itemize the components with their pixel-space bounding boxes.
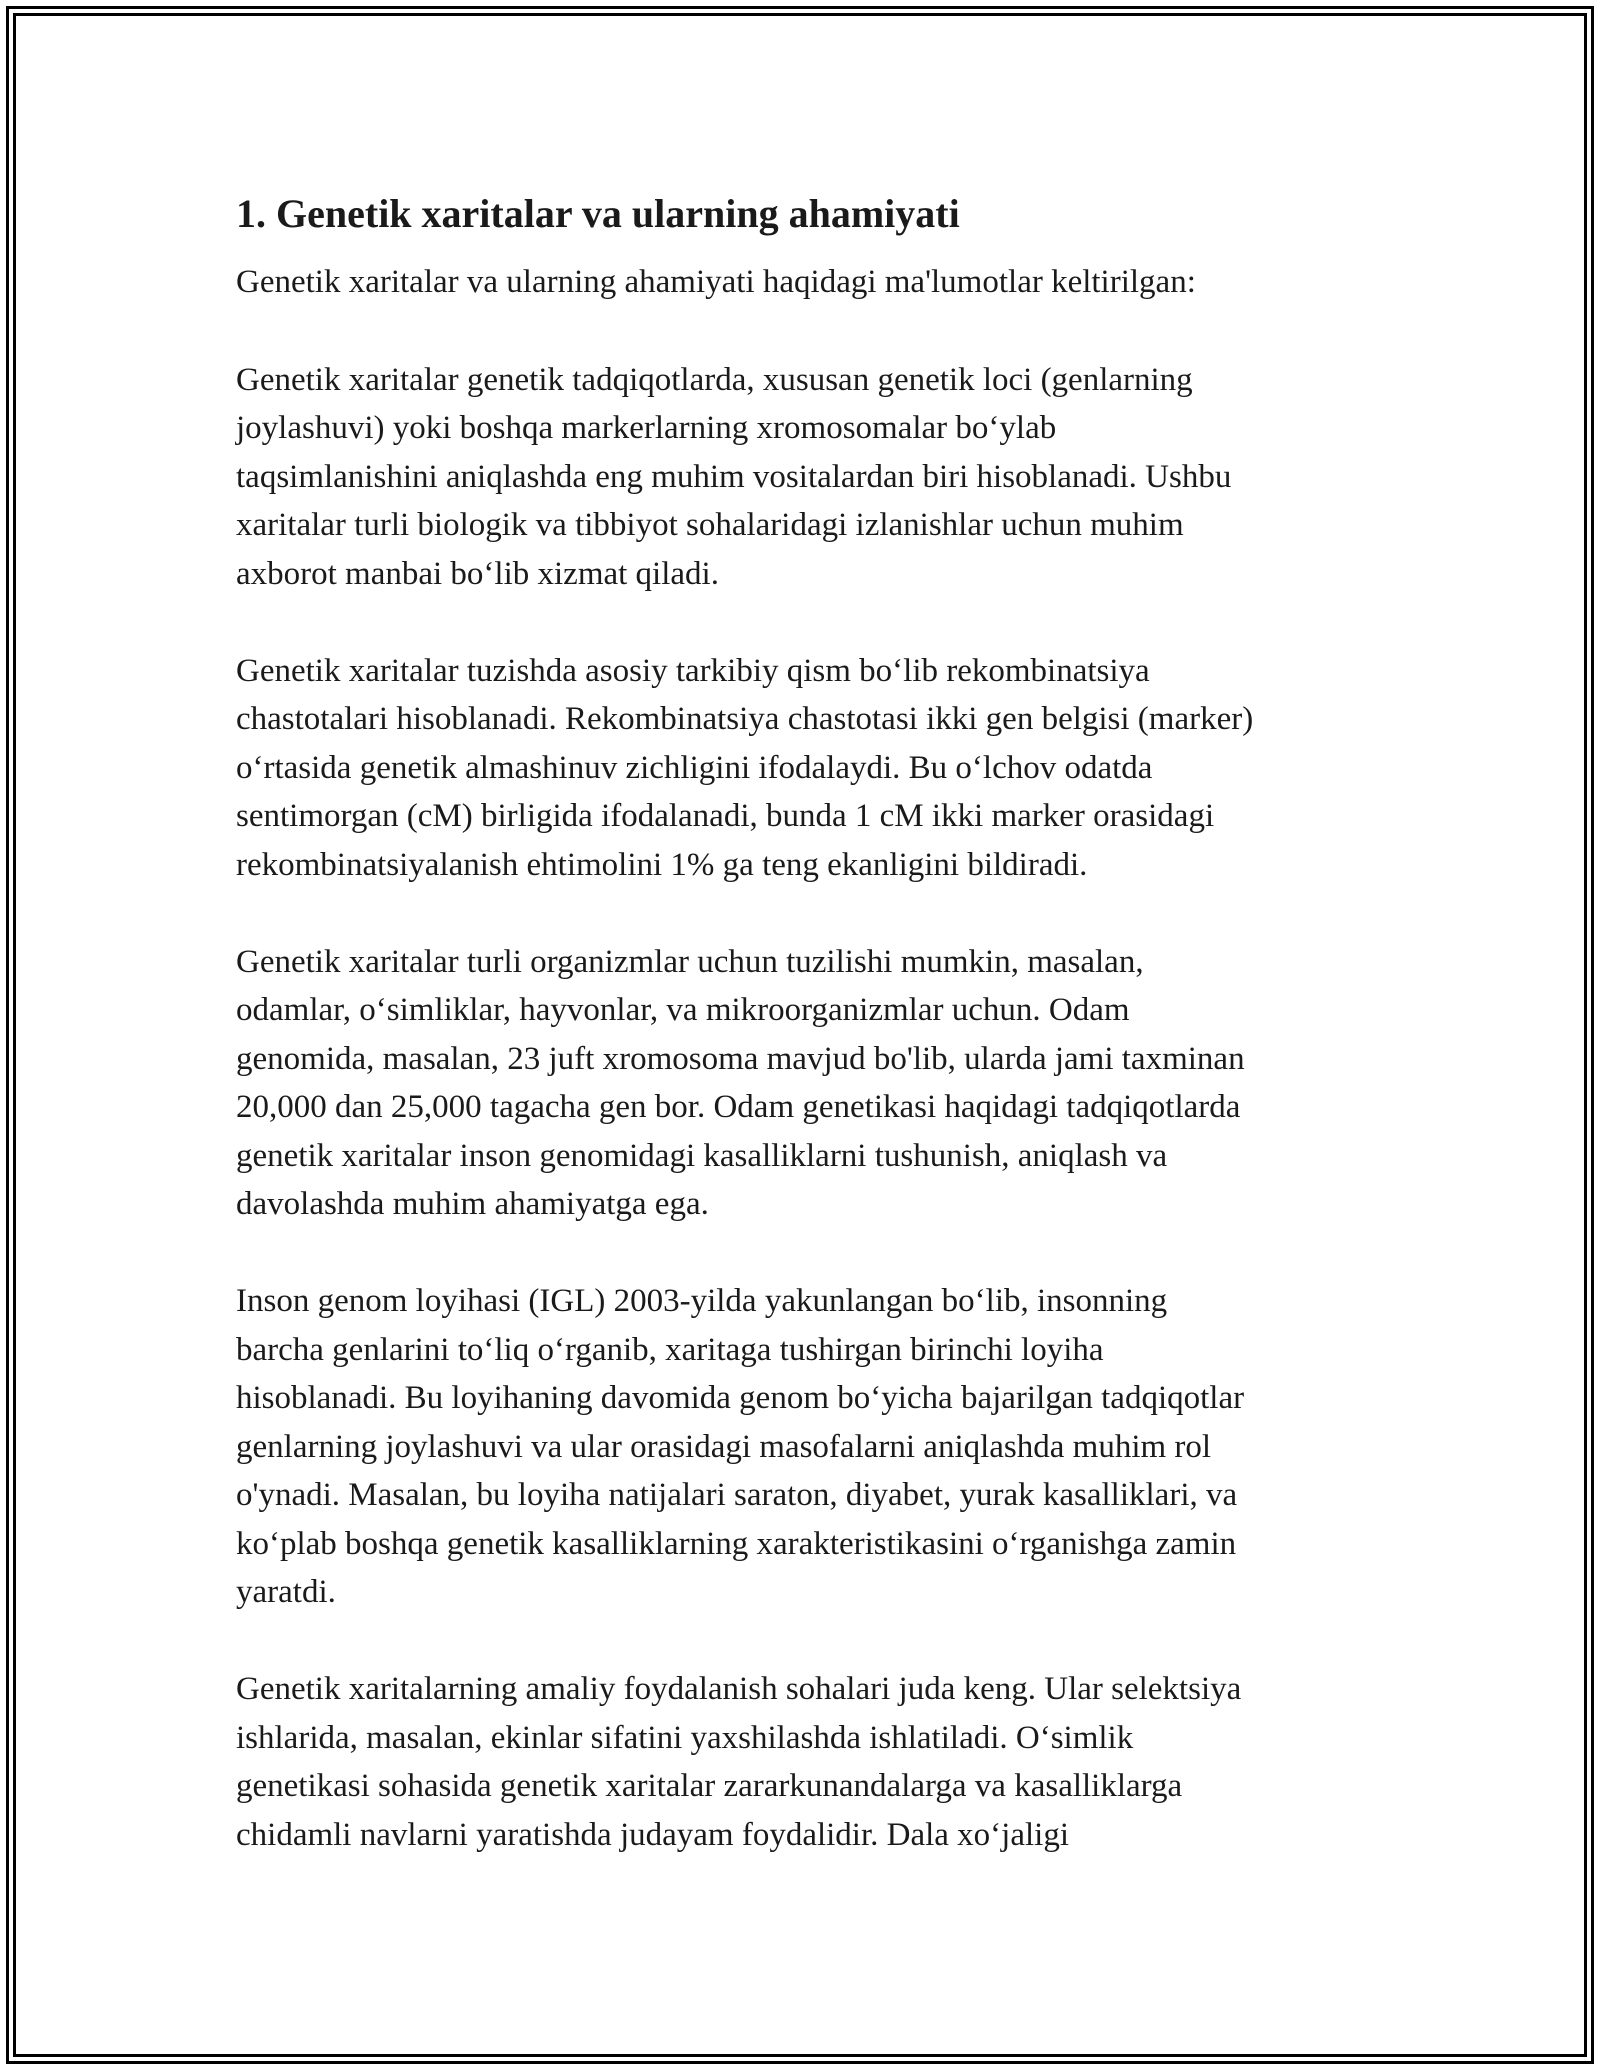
- intro-line: Genetik xaritalar va ularning ahamiyati haqidagi ma'lumotlar keltirilgan:: [236, 264, 1196, 300]
- intro-paragraph: [236, 258, 1386, 307]
- paragraph-line: hisoblanadi. Bu loyihaning davomida genom bo‘yicha bajarilgan tadqiqotlar: [236, 1380, 1245, 1416]
- paragraph-line: chastotalari hisoblanadi. Rekombinatsiya chastotasi ikki gen belgisi (marker): [236, 701, 1254, 737]
- paragraph-line: ishlarida, masalan, ekinlar sifatini yaxshilashda ishlatiladi. O‘simlik: [236, 1719, 1134, 1756]
- paragraph-line: chidamli navlarni yaratishda judayam foydalidir. Dala xo‘jaligi: [236, 1816, 1069, 1853]
- paragraph-line: Genetik xaritalarning amaliy foydalanish sohalari juda keng. Ular selektsiya: [236, 1671, 1242, 1707]
- paragraph-line: barcha genlarini to‘liq o‘rganib, xaritaga tushirgan birinchi loyiha: [236, 1331, 1104, 1368]
- paragraph-line: genlarning joylashuvi va ular orasidagi masofalarni aniqlashda muhim rol: [236, 1428, 1212, 1465]
- paragraph-line: Genetik xaritalar tuzishda asosiy tarkibiy qism bo‘lib rekombinatsiya: [236, 652, 1150, 689]
- paragraph-line: o‘rtasida genetik almashinuv zichligini ifodalaydi. Bu o‘lchov odatda: [236, 749, 1153, 786]
- paragraph-line: o'ynadi. Masalan, bu loyiha natijalari saraton, diyabet, yurak kasalliklari, va: [236, 1477, 1238, 1513]
- body-paragraph: [236, 647, 1386, 890]
- paragraph-line: genetikasi sohasida genetik xaritalar zararkunandalarga va kasalliklarga: [236, 1768, 1183, 1804]
- paragraphs-container: [236, 356, 1386, 1860]
- paragraph-line: odamlar, o‘simliklar, hayvonlar, va mikroorganizmlar uchun. Odam: [236, 992, 1130, 1028]
- paragraph-line: ko‘plab boshqa genetik kasalliklarning xarakteristikasini o‘rganishga zamin: [236, 1525, 1237, 1562]
- paragraph-line: Genetik xaritalar genetik tadqiqotlarda, xususan genetik loci (genlarning: [236, 361, 1193, 398]
- document-body: [236, 188, 1386, 1908]
- paragraph-line: 20,000 dan 25,000 tagacha gen bor. Odam genetikasi haqidagi tadqiqotlarda: [236, 1089, 1241, 1125]
- body-paragraph: [236, 356, 1386, 599]
- paragraph-line: taqsimlanishini aniqlashda eng muhim vositalardan biri hisoblanadi. Ushbu: [236, 458, 1232, 495]
- paragraph-line: genomida, masalan, 23 juft xromosoma mavjud bo'lib, ularda jami taxminan: [236, 1040, 1245, 1077]
- section-heading: 1. Genetik xaritalar va ularning ahamiyati: [236, 191, 960, 236]
- body-paragraph: [236, 1277, 1386, 1617]
- body-paragraph: [236, 1665, 1386, 1859]
- body-paragraph: [236, 938, 1386, 1229]
- paragraph-line: yaratdi.: [236, 1574, 336, 1610]
- paragraph-line: Inson genom loyihasi (IGL) 2003-yilda yakunlangan bo‘lib, insonning: [236, 1283, 1168, 1319]
- paragraph-line: joylashuvi) yoki boshqa markerlarning xromosomalar bo‘ylab: [236, 410, 1057, 446]
- paragraph-line: Genetik xaritalar turli organizmlar uchun tuzilishi mumkin, masalan,: [236, 943, 1144, 980]
- paragraph-line: rekombinatsiyalanish ehtimolini 1% ga teng ekanligini bildiradi.: [236, 846, 1088, 883]
- paragraph-line: sentimorgan (cM) birligida ifodalanadi, bunda 1 cM ikki marker orasidagi: [236, 798, 1215, 834]
- paragraph-line: axborot manbai bo‘lib xizmat qiladi.: [236, 555, 719, 592]
- paragraph-line: xaritalar turli biologik va tibbiyot sohalaridagi izlanishlar uchun muhim: [236, 507, 1184, 543]
- paragraph-line: davolashda muhim ahamiyatga ega.: [236, 1186, 709, 1222]
- paragraph-line: genetik xaritalar inson genomidagi kasalliklarni tushunish, aniqlash va: [236, 1137, 1168, 1174]
